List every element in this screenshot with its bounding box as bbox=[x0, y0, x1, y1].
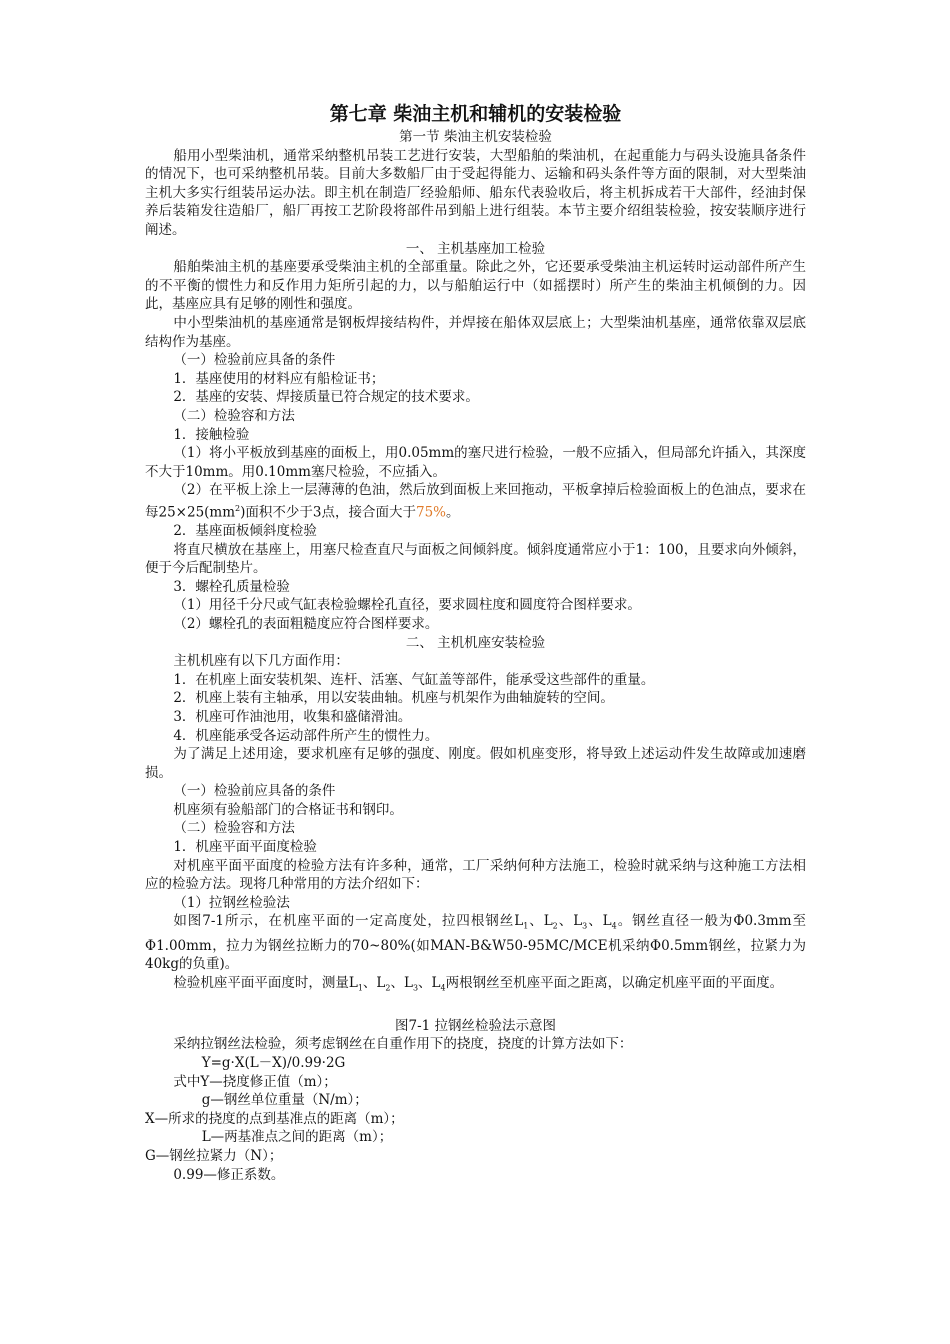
list-item: 1．接触检验 bbox=[173, 426, 250, 443]
list-item: 2．基座的安装、焊接质量已符合规定的技术要求。 bbox=[173, 389, 479, 406]
list-item: 1．基座使用的材料应有船检证书； bbox=[173, 370, 385, 387]
list-heading: （二）检验容和方法 bbox=[173, 820, 295, 837]
paragraph: 机座须有验船部门的合格证书和钢印。 bbox=[173, 801, 403, 818]
list-item: （1）拉钢丝检验法 bbox=[173, 894, 290, 911]
paragraph: （2）在平板上涂上一层薄薄的色油，然后放到面板上来回拖动，平板拿掉后检验面板上的色油点，要求在每$25\times 25(mm^2)$面积不少于3点，接合面大于75%。 bbox=[145, 482, 806, 521]
list-item: 3．螺栓孔质量检验 bbox=[173, 578, 290, 595]
list-item: 1．在机座上面安装机架、连杆、活塞、气缸盖等部件，能承受这些部件的重量。 bbox=[173, 671, 655, 688]
where-item: 式中Y—挠度修正值（m）； bbox=[173, 1073, 337, 1090]
list-item: 4．机座能承受各运动部件所产生的惯性力。 bbox=[173, 727, 439, 744]
list-item: 1．机座平面平面度检验 bbox=[173, 839, 317, 856]
list-item: （1）用径千分尺或气缸表检验螺栓孔直径，要求圆柱度和圆度符合图样要求。 bbox=[173, 597, 641, 614]
paragraph: 如图7-1所示，在机座平面的一定高度处，拉四根钢丝$L_1$、$L_2$、$L_3$、$L_4$。钢丝直径一般为Φ0.3mm至Φ1.00mm，拉力为钢丝拉断力的70~80%(如MAN-B&W50-95MC/MCE机采纳Φ0.5mm钢丝，拉紧力为40kg的负重)。 bbox=[145, 913, 806, 973]
list-heading: （一）检验前应具备的条件 bbox=[173, 352, 336, 369]
paragraph: （1）将小平板放到基座的面板上，用0.05mm的塞尺进行检验，一般不应插入，但局部允许插入，其深度不大于10mm。用0.10mm塞尺检验，不应插入。 bbox=[145, 445, 806, 480]
formula: Y=g·X(L－X)/0.99·2G bbox=[201, 1054, 346, 1071]
where-item: X—所求的挠度的点到基准点的距离（m）； bbox=[145, 1110, 404, 1127]
paragraph: 检验机座平面平面度时，测量$L_1$、$L_2$、$L_3$、$L_4$两根钢丝至机座平面之距离，以确定机座平面的平面度。 bbox=[173, 974, 784, 993]
paragraph: 将直尺横放在基座上，用塞尺检查直尺与面板之间倾斜度。倾斜度通常应小于1：100，且要求向外倾斜，便于今后配制垫片。 bbox=[145, 541, 806, 577]
document-page bbox=[145, 100, 806, 1184]
subsection-title: 二、 主机机座安装检验 bbox=[405, 634, 546, 651]
where-item: g—钢丝单位重量（N/m）； bbox=[201, 1092, 368, 1109]
list-item: （2）螺栓孔的表面粗糙度应符合图样要求。 bbox=[173, 615, 439, 632]
paragraph: 采纳拉钢丝法检验，须考虑钢丝在自重作用下的挠度，挠度的计算方法如下： bbox=[173, 1036, 633, 1053]
figure-placeholder bbox=[145, 998, 806, 1017]
list-item: 3．机座可作油池用，收集和盛储滑油。 bbox=[173, 708, 412, 725]
paragraph: 对机座平面平面度的检验方法有许多种，通常，工厂采纳何种方法施工，检验时就采纳与这种施工方法相应的检验方法。现将几种常用的方法介绍如下： bbox=[145, 857, 806, 893]
where-item: G—钢丝拉紧力（N）； bbox=[145, 1147, 283, 1164]
intro-paragraph: 船用小型柴油机，通常采纳整机吊装工艺进行安装，大型船舶的柴油机，在起重能力与码头设施具备条件的情况下，也可采纳整机吊装。目前大多数船厂由于受起得能力、运输和码头条件等方面的限制，对大型柴油主机大多实行组装吊运办法。即主机在制造厂经验船师、船东代表验收后，将主机拆成若干大部件，经油封保养后装箱发往造船厂，船厂再按工艺阶段将部件吊到船上进行组装。本节主要介绍组装检验，按安装顺序进行阐述。 bbox=[145, 147, 806, 238]
list-heading: （一）检验前应具备的条件 bbox=[173, 783, 336, 800]
where-item: 0.99—修正系数。 bbox=[173, 1166, 285, 1183]
section-title: 第一节 柴油主机安装检验 bbox=[399, 129, 552, 145]
percent-highlight: 75% bbox=[416, 504, 447, 521]
figure-caption: 图7-1 拉钢丝检验法示意图 bbox=[394, 1017, 557, 1034]
chapter-title: 第七章 柴油主机和辅机的安装检验 bbox=[329, 103, 622, 125]
where-item: L—两基准点之间的距离（m）； bbox=[201, 1129, 393, 1146]
paragraph: 船舶柴油主机的基座要承受柴油主机的全部重量。除此之外，它还要承受柴油主机运转时运动部件所产生的不平衡的惯性力和反作用力矩所引起的力，以与船舶运行中（如摇摆时）所产生的柴油主机倾倒的力。因此，基座应具有足够的刚性和强度。 bbox=[145, 259, 806, 313]
list-heading: （二）检验容和方法 bbox=[173, 407, 295, 424]
paragraph: 中小型柴油机的基座通常是钢板焊接结构件，并焊接在船体双层底上；大型柴油机基座，通常依靠双层底结构作为基座。 bbox=[145, 314, 806, 350]
subsection-title: 一、 主机基座加工检验 bbox=[405, 240, 546, 257]
paragraph: 主机机座有以下几方面作用： bbox=[173, 653, 349, 670]
list-item: 2．基座面板倾斜度检验 bbox=[173, 522, 317, 539]
paragraph: 为了满足上述用途，要求机座有足够的强度、刚度。假如机座变形，将导致上述运动件发生故障或加速磨损。 bbox=[145, 746, 806, 781]
list-item: 2．机座上装有主轴承，用以安装曲轴。机座与机架作为曲轴旋转的空间。 bbox=[173, 690, 614, 707]
